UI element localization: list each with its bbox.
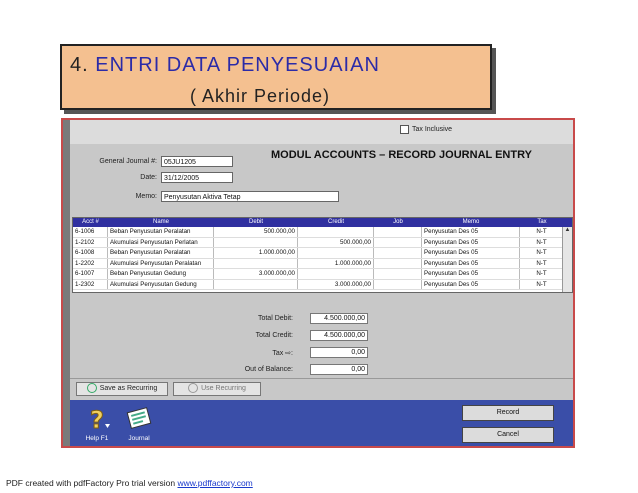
total-debit-value: 4.500.000,00 [310,313,368,324]
cell-debit[interactable] [214,259,298,269]
slide-subtitle: ( Akhir Periode) [190,86,331,106]
cell-job[interactable] [374,269,422,279]
total-credit-label: Total Credit: [255,332,293,339]
header-job: Job [393,219,403,225]
total-debit-label: Total Debit: [257,315,293,322]
cell-memo[interactable]: Penyusutan Des 05 [422,238,520,248]
cell-name[interactable]: Beban Penyusutan Peralatan [108,248,214,258]
grid-header [73,218,572,227]
cell-credit[interactable]: 3.000.000,00 [298,280,374,290]
cell-tax[interactable]: N-T [520,238,564,248]
cell-name[interactable]: Akumulasi Penyusutan Peralatan [108,259,214,269]
memo-input[interactable]: Penyusutan Aktiva Tetap [161,191,339,202]
cell-credit[interactable] [298,227,374,237]
cell-credit[interactable]: 500.000,00 [298,238,374,248]
window-left-bar [63,120,70,446]
bottom-toolbar [70,400,575,446]
record-journal-window [61,118,575,448]
cell-debit[interactable] [214,280,298,290]
scroll-up-icon[interactable]: ▲ [564,227,571,233]
cell-acct[interactable]: 1-2102 [73,238,108,248]
window-top-bar [70,120,573,144]
cell-memo[interactable]: Penyusutan Des 05 [422,259,520,269]
use-recurring-label: Use Recurring [201,385,246,392]
record-button[interactable]: Record [462,405,554,421]
date-input[interactable]: 31/12/2005 [161,172,233,183]
cell-tax[interactable]: N-T [520,227,564,237]
cell-debit[interactable]: 3.000.000,00 [214,269,298,279]
divider [70,378,573,379]
memo-label: Memo: [135,193,157,200]
cell-acct[interactable]: 6-1006 [73,227,108,237]
cell-tax[interactable]: N-T [520,248,564,258]
table-row[interactable] [73,269,572,280]
tax-inclusive-checkbox[interactable] [400,125,409,134]
out-of-balance-value: 0,00 [310,364,368,375]
cell-acct[interactable]: 6-1007 [73,269,108,279]
cell-debit[interactable]: 500.000,00 [214,227,298,237]
table-row[interactable] [73,280,572,291]
header-acct: Acct # [82,219,99,225]
cell-job[interactable] [374,280,422,290]
cell-acct[interactable]: 1-2302 [73,280,108,290]
total-credit-value: 4.500.000,00 [310,330,368,341]
cell-debit[interactable] [214,238,298,248]
cell-job[interactable] [374,238,422,248]
help-label[interactable]: Help F1 [85,435,109,442]
header-name: Name [152,219,169,225]
general-journal-input[interactable]: 05JU1205 [161,156,233,167]
journal-icon[interactable] [124,404,154,434]
table-row[interactable] [73,259,572,270]
recurring-icon [188,383,198,393]
svg-text:?: ? [90,406,104,434]
cell-tax[interactable]: N-T [520,269,564,279]
date-label: Date: [140,174,157,181]
cell-memo[interactable]: Penyusutan Des 05 [422,280,520,290]
tax-value: 0,00 [310,347,368,358]
slide-title [70,54,380,77]
cell-job[interactable] [374,248,422,258]
cell-credit[interactable] [298,269,374,279]
cell-name[interactable]: Beban Penyusutan Gedung [108,269,214,279]
cell-job[interactable] [374,227,422,237]
recurring-icon [87,383,97,393]
header-memo: Memo [462,219,480,225]
table-row[interactable] [73,238,572,249]
module-caption: MODUL ACCOUNTS – RECORD JOURNAL ENTRY [271,149,532,161]
cell-acct[interactable]: 6-1008 [73,248,108,258]
header-credit: Credit [327,219,344,225]
help-icon[interactable] [82,404,112,434]
cell-job[interactable] [374,259,422,269]
cell-credit[interactable] [298,248,374,258]
cell-debit[interactable]: 1.000.000,00 [214,248,298,258]
table-row[interactable] [73,248,572,259]
use-recurring-button[interactable] [173,382,261,396]
cell-name[interactable]: Akumulasi Penyusutan Perlatan [108,238,214,248]
save-as-recurring-label: Save as Recurring [99,385,158,392]
header-debit: Debit [248,219,263,225]
out-of-balance-label: Out of Balance: [244,366,293,373]
cell-tax[interactable]: N-T [520,280,564,290]
cell-memo[interactable]: Penyusutan Des 05 [422,248,520,258]
tax-label: Tax ⇨: [272,350,293,357]
pdf-footer [6,478,253,488]
journal-label[interactable]: Journal [128,435,150,442]
tax-inclusive-label: Tax Inclusive [412,126,453,133]
slide-title-text: ENTRI DATA PENYESUAIAN [95,54,380,76]
cell-tax[interactable]: N-T [520,259,564,269]
cell-memo[interactable]: Penyusutan Des 05 [422,227,520,237]
slide-title-number: 4. [70,54,89,76]
grid-scrollbar[interactable] [562,227,572,292]
cell-credit[interactable]: 1.000.000,00 [298,259,374,269]
cell-name[interactable]: Beban Penyusutan Peralatan [108,227,214,237]
footer-text: PDF created with pdfFactory Pro trial version [6,478,178,488]
cell-memo[interactable]: Penyusutan Des 05 [422,269,520,279]
tax-inclusive-option[interactable] [400,125,452,134]
slide-title-box [60,44,492,110]
save-as-recurring-button[interactable] [76,382,168,396]
header-tax: Tax [537,219,547,225]
footer-link[interactable]: www.pdffactory.com [177,478,253,488]
cell-acct[interactable]: 1-2202 [73,259,108,269]
cell-name[interactable]: Akumulasi Penyusutan Gedung [108,280,214,290]
journal-grid [72,217,573,293]
table-row[interactable] [73,227,572,238]
cancel-button[interactable]: Cancel [462,427,554,443]
general-journal-label: General Journal #: [99,158,157,165]
